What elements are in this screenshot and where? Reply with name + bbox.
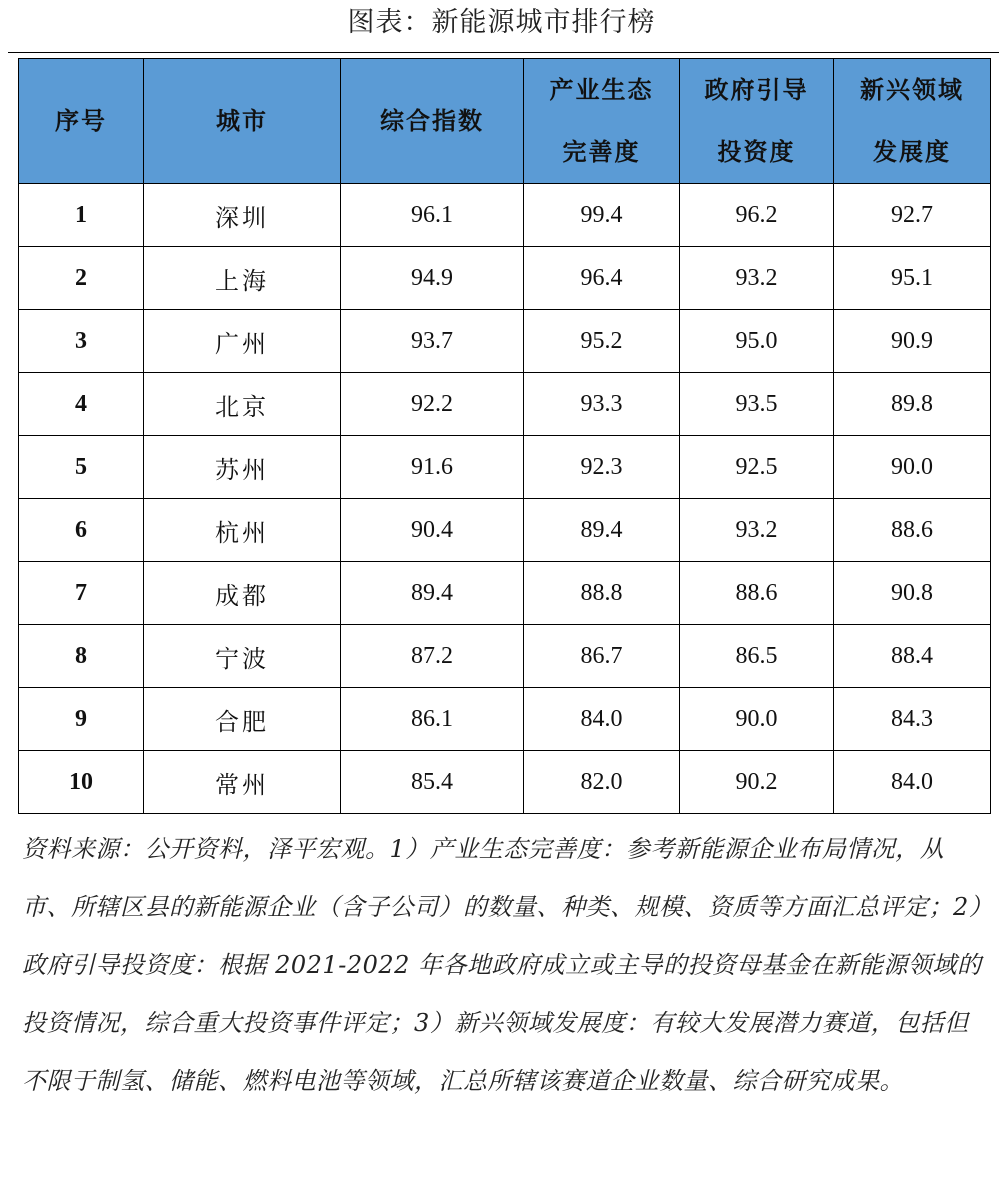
table-row [19, 562, 991, 625]
composite-cell: 86.1 [341, 688, 524, 751]
gov-invest-cell: 86.5 [680, 625, 834, 688]
gov-invest-cell: 93.2 [680, 499, 834, 562]
city-cell: 常州 [144, 751, 341, 814]
ecosystem-cell: 92.3 [524, 436, 680, 499]
source-note: 资料来源：公开资料，泽平宏观。1）产业生态完善度：参考新能源企业布局情况，从市、所辖区县的新能源企业（含子公司）的数量、种类、规模、资质等方面汇总评定；2）政府引导投资度：根据 2021-2022 年各地政府成立或主导的投资母基金在新能源领域的投资情况，综合重大投资事件评定；3）新兴领域发展度：有较大发展潜力赛道，包括但不限于制氢、储能、燃料电池等领域，汇总所辖该赛道企业数量、综合研究成果。 [22, 835, 982, 1095]
composite-cell: 96.1 [341, 184, 524, 247]
rank-cell: 6 [19, 499, 144, 562]
table-body [19, 184, 991, 814]
gov-invest-cell: 96.2 [680, 184, 834, 247]
emerging-cell: 88.6 [834, 499, 991, 562]
city-cell: 成都 [144, 562, 341, 625]
ecosystem-cell: 93.3 [524, 373, 680, 436]
ecosystem-cell: 84.0 [524, 688, 680, 751]
emerging-cell: 92.7 [834, 184, 991, 247]
table-header-row [19, 59, 991, 184]
composite-cell: 94.9 [341, 247, 524, 310]
header-emerging-fields: 新兴领域 发展度 [834, 59, 991, 184]
header-gov-investment: 政府引导 投资度 [680, 59, 834, 184]
rank-cell: 2 [19, 247, 144, 310]
ecosystem-cell: 95.2 [524, 310, 680, 373]
composite-cell: 89.4 [341, 562, 524, 625]
rank-cell: 8 [19, 625, 144, 688]
table-row [19, 436, 991, 499]
gov-invest-cell: 88.6 [680, 562, 834, 625]
emerging-cell: 84.3 [834, 688, 991, 751]
gov-invest-cell: 90.0 [680, 688, 834, 751]
rank-cell: 10 [19, 751, 144, 814]
header-composite-index: 综合指数 [341, 59, 524, 184]
rank-cell: 3 [19, 310, 144, 373]
emerging-cell: 90.9 [834, 310, 991, 373]
table-row [19, 373, 991, 436]
header-city: 城市 [144, 59, 341, 184]
gov-invest-cell: 93.5 [680, 373, 834, 436]
city-cell: 北京 [144, 373, 341, 436]
composite-cell: 92.2 [341, 373, 524, 436]
table-row [19, 688, 991, 751]
gov-invest-cell: 93.2 [680, 247, 834, 310]
top-rule [8, 52, 999, 53]
table-row [19, 751, 991, 814]
city-cell: 广州 [144, 310, 341, 373]
ecosystem-cell: 99.4 [524, 184, 680, 247]
rank-cell: 9 [19, 688, 144, 751]
gov-invest-cell: 95.0 [680, 310, 834, 373]
city-cell: 深圳 [144, 184, 341, 247]
table-row [19, 499, 991, 562]
city-cell: 宁波 [144, 625, 341, 688]
chart-title: 图表：新能源城市排行榜 [347, 7, 656, 38]
gov-invest-cell: 90.2 [680, 751, 834, 814]
ecosystem-cell: 89.4 [524, 499, 680, 562]
ecosystem-cell: 88.8 [524, 562, 680, 625]
rank-cell: 4 [19, 373, 144, 436]
composite-cell: 85.4 [341, 751, 524, 814]
ecosystem-cell: 86.7 [524, 625, 680, 688]
header-ecosystem: 产业生态 完善度 [524, 59, 680, 184]
composite-cell: 93.7 [341, 310, 524, 373]
city-cell: 杭州 [144, 499, 341, 562]
composite-cell: 90.4 [341, 499, 524, 562]
ecosystem-cell: 82.0 [524, 751, 680, 814]
emerging-cell: 90.8 [834, 562, 991, 625]
table-row [19, 625, 991, 688]
composite-cell: 91.6 [341, 436, 524, 499]
emerging-cell: 95.1 [834, 247, 991, 310]
emerging-cell: 90.0 [834, 436, 991, 499]
emerging-cell: 89.8 [834, 373, 991, 436]
table-row [19, 247, 991, 310]
city-cell: 合肥 [144, 688, 341, 751]
table-row [19, 310, 991, 373]
rank-cell: 7 [19, 562, 144, 625]
header-rank: 序号 [19, 59, 144, 184]
ranking-table [18, 58, 991, 814]
emerging-cell: 88.4 [834, 625, 991, 688]
city-cell: 上海 [144, 247, 341, 310]
rank-cell: 5 [19, 436, 144, 499]
gov-invest-cell: 92.5 [680, 436, 834, 499]
emerging-cell: 84.0 [834, 751, 991, 814]
table-row [19, 184, 991, 247]
rank-cell: 1 [19, 184, 144, 247]
composite-cell: 87.2 [341, 625, 524, 688]
ecosystem-cell: 96.4 [524, 247, 680, 310]
city-cell: 苏州 [144, 436, 341, 499]
